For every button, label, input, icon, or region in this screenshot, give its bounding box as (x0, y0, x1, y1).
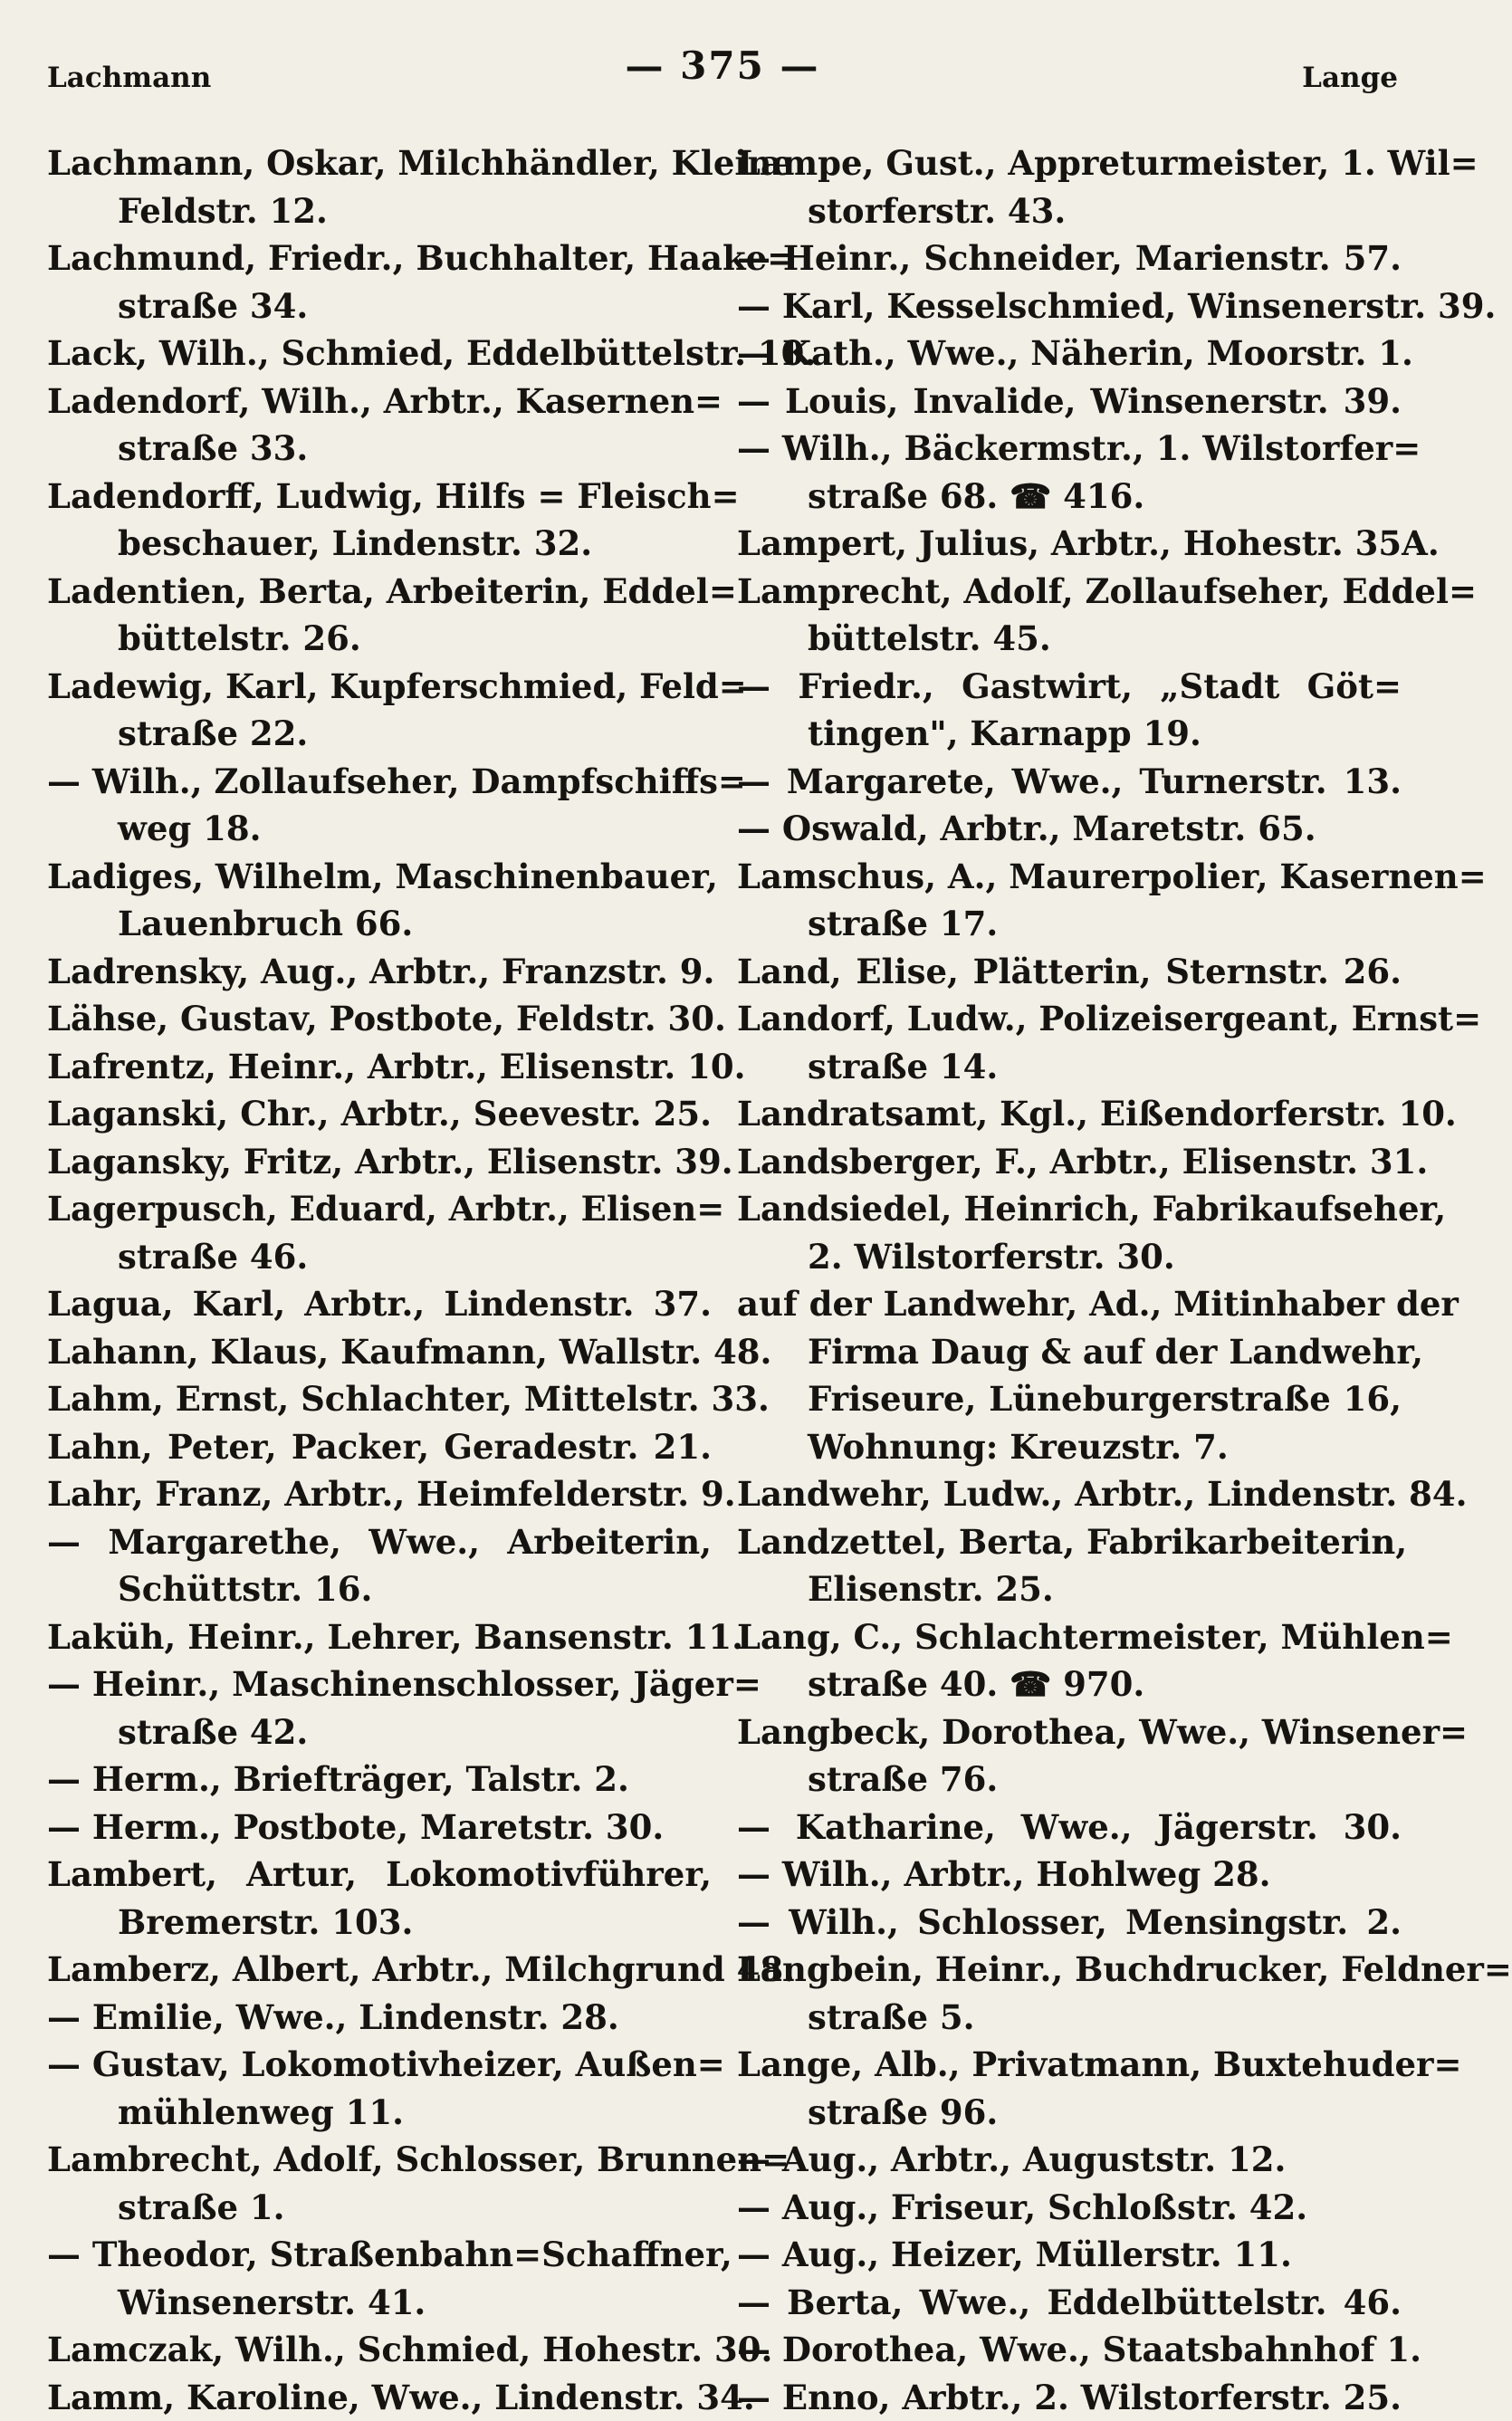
entry-line: — Theodor, Straßenbahn=Schaffner, (47, 2231, 712, 2279)
entry-line: — Wilh., Schlosser, Mensingstr. 2. (737, 1899, 1402, 1947)
entry-line: Laganski, Chr., Arbtr., Seevestr. 25. (47, 1090, 712, 1138)
entry-line: Lampe, Gust., Appreturmeister, 1. Wil= (737, 139, 1402, 187)
entry-line: — Aug., Heizer, Müllerstr. 11. (737, 2231, 1402, 2279)
entry-line: Lack, Wilh., Schmied, Eddelbüttelstr. 10. (47, 330, 712, 378)
entry-line: Ladiges, Wilhelm, Maschinenbauer, (47, 853, 712, 901)
entry-line: — Wilh., Bäckermstr., 1. Wilstorfer= (737, 425, 1402, 473)
entry-line: Lafrentz, Heinr., Arbtr., Elisenstr. 10. (47, 1043, 712, 1091)
entry-line: Lamczak, Wilh., Schmied, Hohestr. 30. (47, 2326, 712, 2374)
entry-line: Winsenerstr. 41. (47, 2279, 712, 2327)
entry-columns (47, 139, 1398, 2421)
entry-line: straße 34. (47, 282, 712, 330)
entry-line: Lange, Alb., Privatmann, Buxtehuder= (737, 2041, 1402, 2089)
entry-line: straße 17. (737, 900, 1402, 948)
entry-line: Land, Elise, Plätterin, Sternstr. 26. (737, 948, 1402, 996)
entry-line: straße 40. ☎ 970. (737, 1660, 1402, 1708)
entry-line: Lamprecht, Adolf, Zollaufseher, Eddel= (737, 568, 1402, 616)
entry-line: Lagansky, Fritz, Arbtr., Elisenstr. 39. (47, 1138, 712, 1186)
entry-line: Lahm, Ernst, Schlachter, Mittelstr. 33. (47, 1375, 712, 1423)
entry-line: — Louis, Invalide, Winsenerstr. 39. (737, 378, 1402, 426)
entry-line: — Margarethe, Wwe., Arbeiterin, (47, 1518, 712, 1566)
entry-line: — Emilie, Wwe., Lindenstr. 28. (47, 1994, 712, 2042)
entry-line: Ladewig, Karl, Kupferschmied, Feld= (47, 663, 712, 711)
entry-line: Bremerstr. 103. (47, 1899, 712, 1947)
entry-line: tingen", Karnapp 19. (737, 710, 1402, 758)
page-number: — 375 — (47, 43, 1398, 88)
entry-line: weg 18. (47, 805, 712, 853)
entry-line: Lamm, Karoline, Wwe., Lindenstr. 34. (47, 2374, 712, 2421)
entry-line: Langbein, Heinr., Buchdrucker, Feldner= (737, 1946, 1402, 1994)
entry-line: Lachmund, Friedr., Buchhalter, Haake= (47, 234, 712, 282)
entry-line: Elisenstr. 25. (737, 1565, 1402, 1613)
entry-line: straße 42. (47, 1708, 712, 1756)
entry-line: Firma Daug & auf der Landwehr, (737, 1328, 1402, 1376)
entry-line: straße 68. ☎ 416. (737, 473, 1402, 521)
entry-line: büttelstr. 45. (737, 615, 1402, 663)
entry-line: — Margarete, Wwe., Turnerstr. 13. (737, 758, 1402, 806)
entry-line: — Wilh., Zollaufseher, Dampfschiffs= (47, 758, 712, 806)
entry-line: Ladrensky, Aug., Arbtr., Franzstr. 9. (47, 948, 712, 996)
entry-line: Landwehr, Ludw., Arbtr., Lindenstr. 84. (737, 1470, 1402, 1518)
entry-line: — Wilh., Arbtr., Hohlweg 28. (737, 1851, 1402, 1899)
entry-line: Lagerpusch, Eduard, Arbtr., Elisen= (47, 1185, 712, 1233)
entry-line: — Dorothea, Wwe., Staatsbahnhof 1. (737, 2326, 1402, 2374)
entry-line: Lagua, Karl, Arbtr., Lindenstr. 37. (47, 1280, 712, 1328)
entry-line: Lamberz, Albert, Arbtr., Milchgrund 48. (47, 1946, 712, 1994)
entry-line: Lachmann, Oskar, Milchhändler, Kleine (47, 139, 712, 187)
entry-line: Landsberger, F., Arbtr., Elisenstr. 31. (737, 1138, 1402, 1186)
entry-line: Landzettel, Berta, Fabrikarbeiterin, (737, 1518, 1402, 1566)
entry-line: Lahn, Peter, Packer, Geradestr. 21. (47, 1423, 712, 1471)
entry-line: Lampert, Julius, Arbtr., Hohestr. 35A. (737, 520, 1402, 568)
entry-line: Langbeck, Dorothea, Wwe., Winsener= (737, 1708, 1402, 1756)
page-header (47, 36, 1398, 100)
entry-line: — Friedr., Gastwirt, „Stadt Göt= (737, 663, 1402, 711)
entry-line: Wohnung: Kreuzstr. 7. (737, 1423, 1402, 1471)
entry-line: auf der Landwehr, Ad., Mitinhaber der (737, 1280, 1402, 1328)
entry-line: straße 76. (737, 1756, 1402, 1804)
entry-line: — Karl, Kesselschmied, Winsenerstr. 39. (737, 282, 1402, 330)
entry-line: straße 14. (737, 1043, 1402, 1091)
entry-line: storferstr. 43. (737, 187, 1402, 235)
header-right-keyword: Lange (1302, 62, 1398, 94)
entry-line: büttelstr. 26. (47, 615, 712, 663)
entry-line: Ladendorf, Wilh., Arbtr., Kasernen= (47, 378, 712, 426)
entry-line: Landsiedel, Heinrich, Fabrikaufseher, (737, 1185, 1402, 1233)
entry-line: Friseure, Lüneburgerstraße 16, (737, 1375, 1402, 1423)
entry-line: straße 22. (47, 710, 712, 758)
entry-line: Lang, C., Schlachtermeister, Mühlen= (737, 1613, 1402, 1661)
entry-line: Lambert, Artur, Lokomotivführer, (47, 1851, 712, 1899)
entry-line: Ladentien, Berta, Arbeiterin, Eddel= (47, 568, 712, 616)
entry-line: straße 33. (47, 425, 712, 473)
right-column (724, 139, 1402, 2421)
entry-line: — Heinr., Maschinenschlosser, Jäger= (47, 1660, 712, 1708)
header-left-keyword: Lachmann (47, 62, 211, 94)
entry-line: — Katharine, Wwe., Jägerstr. 30. (737, 1804, 1402, 1852)
entry-line: straße 96. (737, 2089, 1402, 2137)
entry-line: — Herm., Postbote, Maretstr. 30. (47, 1804, 712, 1852)
entry-line: Laküh, Heinr., Lehrer, Bansenstr. 11. (47, 1613, 712, 1661)
entry-line: — Berta, Wwe., Eddelbüttelstr. 46. (737, 2279, 1402, 2327)
entry-line: straße 46. (47, 1233, 712, 1281)
entry-line: Schüttstr. 16. (47, 1565, 712, 1613)
entry-line: straße 1. (47, 2184, 712, 2232)
entry-line: — Heinr., Schneider, Marienstr. 57. (737, 234, 1402, 282)
entry-line: Landratsamt, Kgl., Eißendorferstr. 10. (737, 1090, 1402, 1138)
entry-line: — Aug., Friseur, Schloßstr. 42. (737, 2184, 1402, 2232)
left-column (47, 139, 724, 2421)
entry-line: — Oswald, Arbtr., Maretstr. 65. (737, 805, 1402, 853)
entry-line: mühlenweg 11. (47, 2089, 712, 2137)
entry-line: beschauer, Lindenstr. 32. (47, 520, 712, 568)
entry-line: Landorf, Ludw., Polizeisergeant, Ernst= (737, 995, 1402, 1043)
entry-line: Lahann, Klaus, Kaufmann, Wallstr. 48. (47, 1328, 712, 1376)
entry-line: Lahr, Franz, Arbtr., Heimfelderstr. 9. (47, 1470, 712, 1518)
entry-line: Lambrecht, Adolf, Schlosser, Brunnen= (47, 2136, 712, 2184)
entry-line: Lamschus, A., Maurerpolier, Kasernen= (737, 853, 1402, 901)
entry-line: Ladendorff, Ludwig, Hilfs = Fleisch= (47, 473, 712, 521)
entry-line: — Gustav, Lokomotivheizer, Außen= (47, 2041, 712, 2089)
entry-line: — Kath., Wwe., Näherin, Moorstr. 1. (737, 330, 1402, 378)
entry-line: — Aug., Arbtr., Auguststr. 12. (737, 2136, 1402, 2184)
entry-line: — Enno, Arbtr., 2. Wilstorferstr. 25. (737, 2374, 1402, 2421)
entry-line: — Herm., Briefträger, Talstr. 2. (47, 1756, 712, 1804)
entry-line: straße 5. (737, 1994, 1402, 2042)
entry-line: Lauenbruch 66. (47, 900, 712, 948)
entry-line: Lähse, Gustav, Postbote, Feldstr. 30. (47, 995, 712, 1043)
entry-line: 2. Wilstorferstr. 30. (737, 1233, 1402, 1281)
entry-line: Feldstr. 12. (47, 187, 712, 235)
